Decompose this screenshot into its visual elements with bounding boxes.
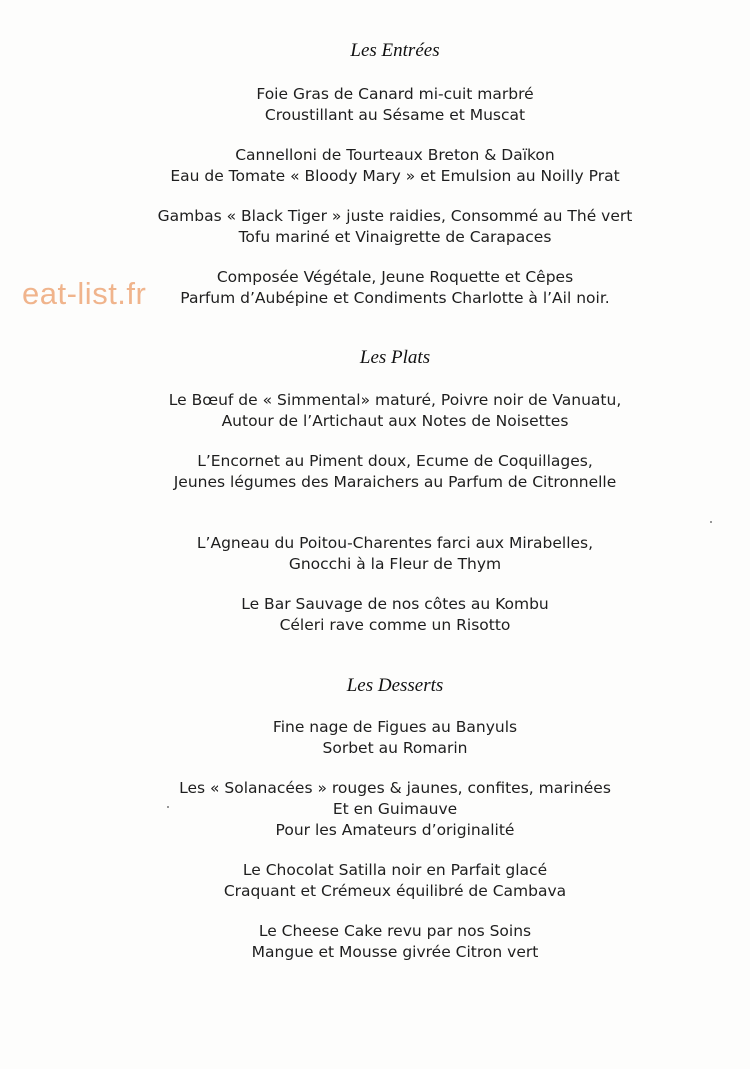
dish-line: Céleri rave comme un Risotto [279, 616, 511, 634]
dish-line: Et en Guimauve [332, 800, 458, 818]
dish-line: Gambas « Black Tiger » juste raidies, Consommé au Thé vert [157, 207, 633, 225]
dish-line: Le Bar Sauvage de nos côtes au Kombu [241, 595, 549, 613]
dish-line: Parfum d’Aubépine et Condiments Charlotte à l’Ail noir. [180, 289, 610, 307]
dish-line: L’Encornet au Piment doux, Ecume de Coquillages, [197, 452, 593, 470]
dish-line: Cannelloni de Tourteaux Breton & Daïkon [235, 146, 555, 164]
menu-item [0, 390, 750, 432]
dish-line: Foie Gras de Canard mi-cuit marbré [256, 85, 534, 103]
dish-line: Craquant et Crémeux équilibré de Cambava [223, 882, 567, 900]
dish-line: Mangue et Mousse givrée Citron vert [251, 943, 539, 961]
menu-item [0, 451, 750, 493]
dish-line: L’Agneau du Poitou-Charentes farci aux Mirabelles, [196, 534, 594, 552]
menu-item [0, 267, 750, 309]
menu-item [0, 533, 750, 575]
dish-line: Le Bœuf de « Simmental» maturé, Poivre noir de Vanuatu, [168, 391, 622, 409]
dish-line: Composée Végétale, Jeune Roquette et Cêpes [216, 268, 574, 286]
dish-line: Eau de Tomate « Bloody Mary » et Emulsion au Noilly Prat [170, 167, 620, 185]
menu-item [0, 206, 750, 248]
section-title-entrees: Les Entrées [350, 40, 440, 61]
dish-line: Autour de l’Artichaut aux Notes de Noisettes [221, 412, 569, 430]
paper-speck [710, 521, 712, 523]
watermark: eat-list.fr [22, 276, 147, 311]
dish-line: Gnocchi à la Fleur de Thym [288, 555, 502, 573]
dish-line: Jeunes légumes des Maraichers au Parfum de Citronnelle [173, 473, 617, 491]
menu-item [0, 860, 750, 902]
menu-item [0, 594, 750, 636]
menu-item [0, 778, 750, 841]
menu-item [0, 145, 750, 187]
dish-line: Sorbet au Romarin [322, 739, 468, 757]
menu-item [0, 84, 750, 126]
section-title-desserts: Les Desserts [346, 675, 444, 696]
paper-speck [167, 806, 169, 808]
section-title-plats: Les Plats [359, 347, 431, 368]
dish-line: Pour les Amateurs d’originalité [275, 821, 515, 839]
dish-line: Les « Solanacées » rouges & jaunes, confites, marinées [179, 779, 611, 797]
dish-line: Le Chocolat Satilla noir en Parfait glacé [242, 861, 548, 879]
menu-item [0, 921, 750, 963]
dish-line: Fine nage de Figues au Banyuls [272, 718, 518, 736]
dish-line: Le Cheese Cake revu par nos Soins [258, 922, 532, 940]
dish-line: Tofu mariné et Vinaigrette de Carapaces [238, 228, 552, 246]
menu-item [0, 717, 750, 759]
dish-line: Croustillant au Sésame et Muscat [264, 106, 526, 124]
